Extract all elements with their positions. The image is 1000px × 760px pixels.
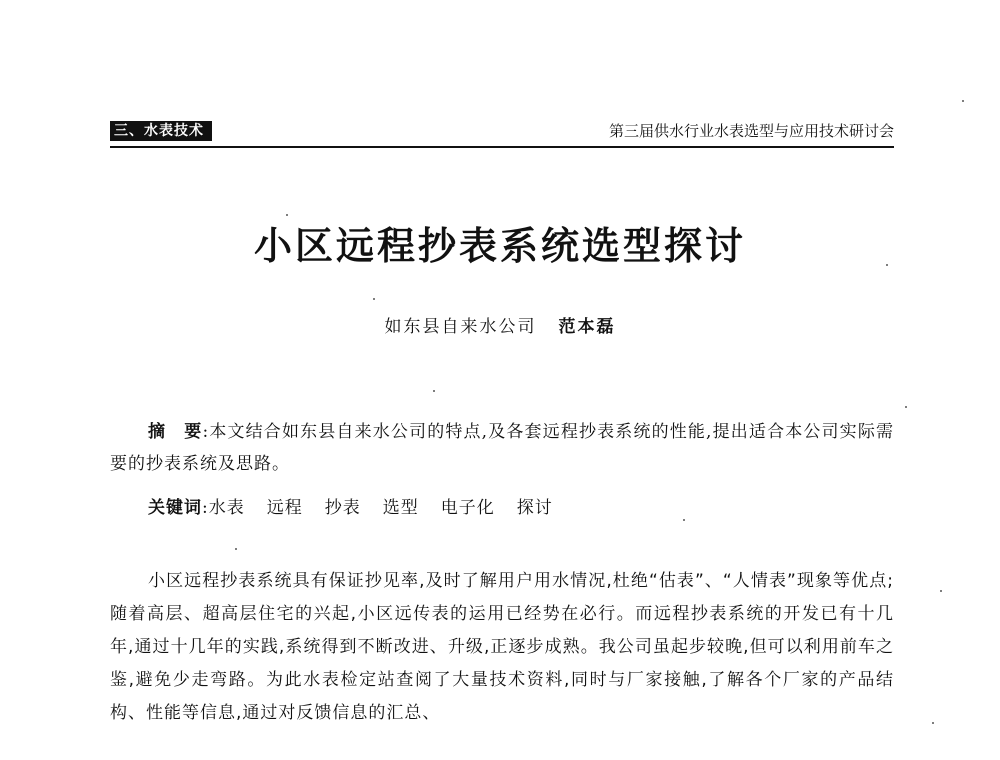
- section-tag: 三、水表技术: [110, 121, 212, 141]
- scan-speck: [373, 298, 375, 300]
- body-paragraph: 小区远程抄表系统具有保证抄见率,及时了解用户用水情况,杜绝“估表”、“人情表”现象等优点;随着高层、超高层住宅的兴起,小区远传表的运用已经势在必行。而远程抄表系统的开发已有十几年,通过十几年的实践,系统得到不断改进、升级,正逐步成熟。我公司虽起步较晚,但可以利用前车之鉴,避免少走弯路。为此水表检定站查阅了大量技术资料,同时与厂家接触,了解各个厂家的产品结构、性能等信息,通过对反馈信息的汇总、: [110, 571, 894, 723]
- byline: [0, 314, 1000, 340]
- keywords-separator: :: [202, 498, 209, 518]
- scan-speck: [433, 390, 435, 392]
- abstract: [110, 416, 894, 480]
- keywords-label: 关键词: [148, 498, 202, 518]
- running-head: 第三届供水行业水表选型与应用技术研讨会: [608, 122, 894, 140]
- paper-title: 小区远程抄表系统选型探讨: [253, 223, 746, 268]
- keyword: 抄表: [324, 498, 361, 518]
- keyword: 探讨: [516, 498, 553, 518]
- keyword: 选型: [382, 498, 419, 518]
- abstract-text: :本文结合如东县自来水公司的特点,及各套远程抄表系统的性能,提出适合本公司实际需要的抄表系统及思路。: [110, 422, 894, 474]
- scan-speck: [286, 214, 288, 216]
- author-organization: 如东县自来水公司: [384, 317, 537, 337]
- header-rule: [110, 146, 894, 148]
- keyword: 水表: [208, 498, 245, 518]
- scan-speck: [932, 722, 934, 724]
- scan-speck: [683, 519, 685, 521]
- scan-speck: [962, 100, 964, 102]
- keywords: [148, 492, 553, 524]
- scan-speck: [940, 590, 942, 592]
- keyword: 电子化: [440, 498, 495, 518]
- scan-speck: [886, 264, 888, 266]
- scan-speck: [905, 406, 907, 408]
- scan-speck: [235, 548, 237, 550]
- author-name: 范本磊: [558, 317, 616, 337]
- keyword: 远程: [266, 498, 303, 518]
- abstract-label: 摘 要: [148, 422, 203, 442]
